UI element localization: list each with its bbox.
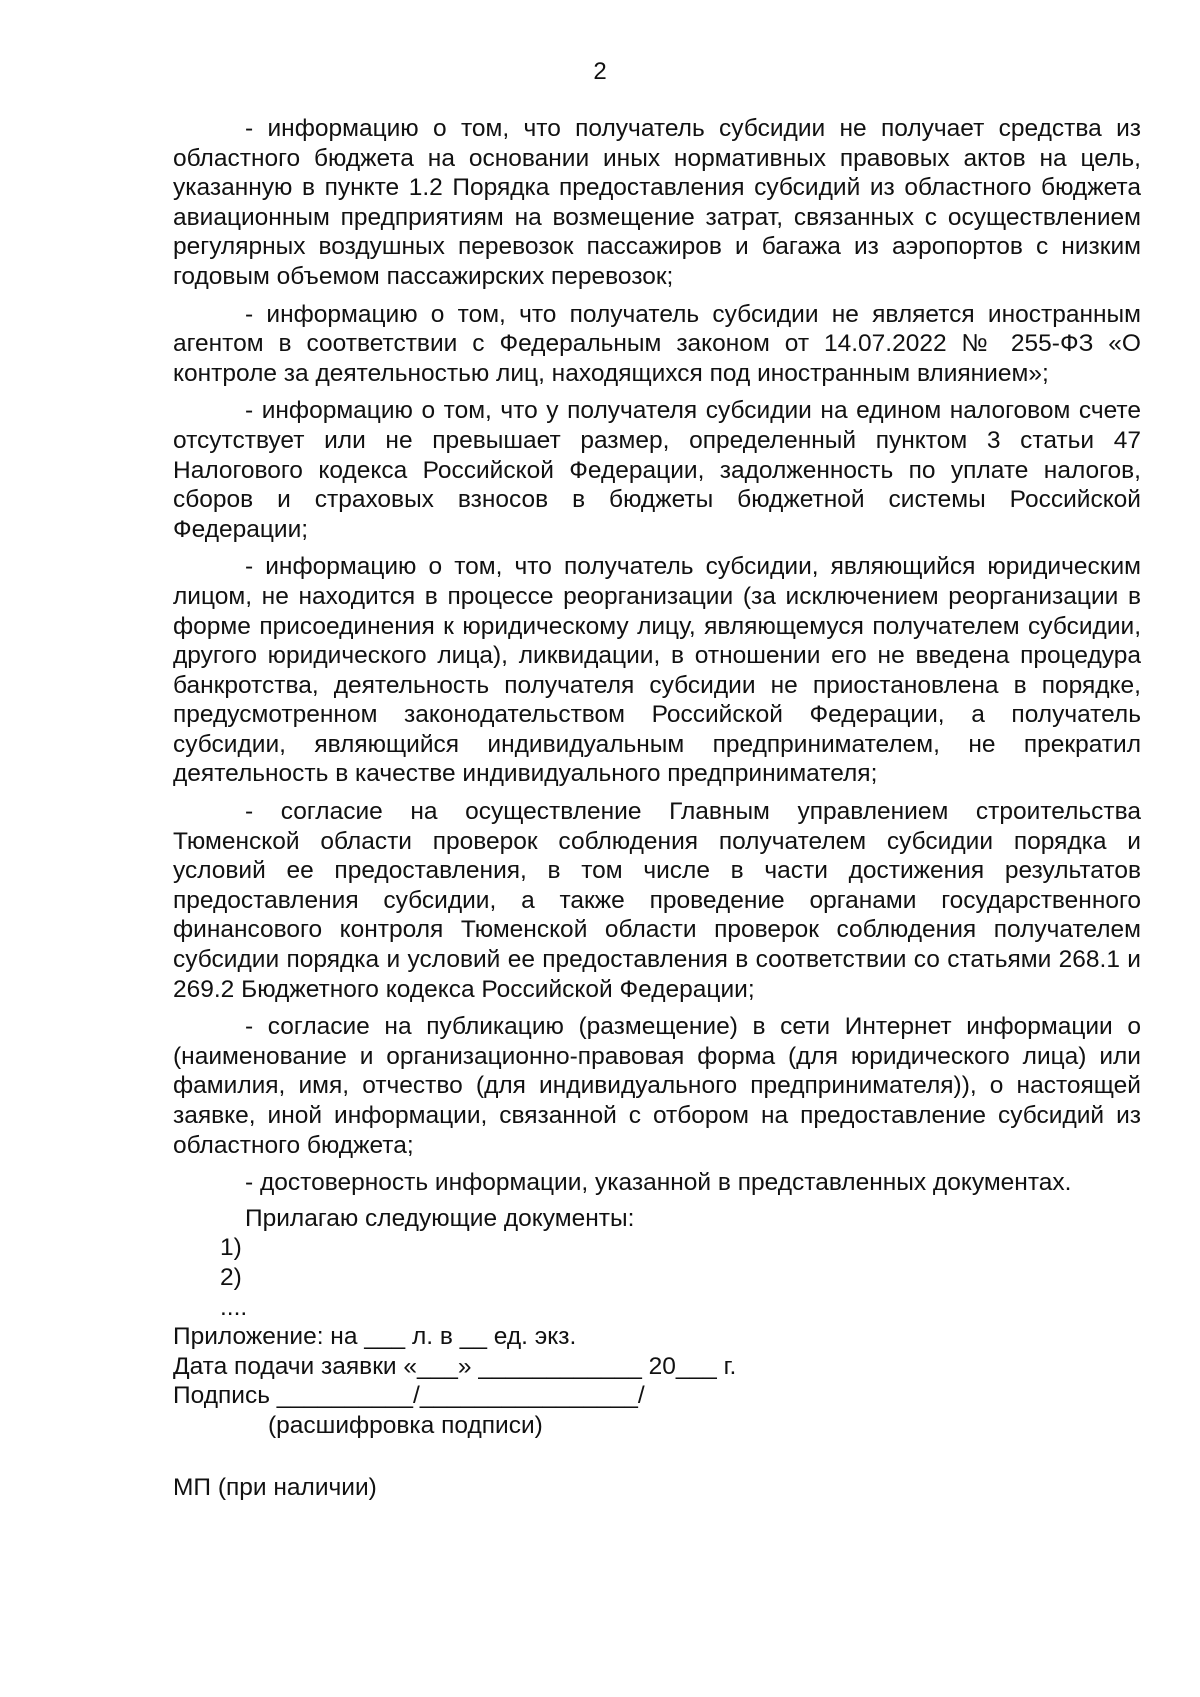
reliability-line: - достоверность информации, указанной в представленных документах. — [245, 1169, 1072, 1197]
paragraph-tax-debt: - информацию о том, что у получателя субсидии на едином налоговом счете отсутствует или не превышает размер, определенный пунктом 3 статьи 47 Налогового кодекса Российской Федерации, задолженность по уплате налогов, сборов и страховых взносов в бюджеты бюджетной системы Российской Федерации; — [173, 397, 1141, 543]
paragraph-no-funds: - информацию о том, что получатель субсидии не получает средства из областного бюджета на основании иных нормативных правовых актов на цель, указанную в пункте 1.2 Порядка предоставления субсидий из областного бюджета авиационным предприятиям на возмещение затрат, связанных с осуществлением регулярных воздушных перевозок пассажиров и багажа из аэропортов с низким годовым объемом пассажирских перевозок; — [173, 115, 1141, 290]
paragraph-publication-consent: - согласие на публикацию (размещение) в сети Интернет информации о (наименование и организационно-правовая форма (для юридического лица) или фамилия, имя, отчество (для индивидуального предпринимателя)), о настоящей заявке, иной информации, связанной с отбором на предоставление субсидий из областного бюджета; — [173, 1013, 1141, 1159]
signature-decode: (расшифровка подписи) — [268, 1411, 543, 1439]
submission-date-line: Дата подачи заявки «___» ____________ 20___ г. — [173, 1352, 737, 1380]
attachments-heading: Прилагаю следующие документы: — [245, 1204, 635, 1232]
attachment-item-1: 1) — [220, 1234, 242, 1262]
paragraph-reorganization: - информацию о том, что получатель субсидии, являющийся юридическим лицом, не находится в процессе реорганизации (за исключением реорганизации в форме присоединения к юридическому лицу, являющемуся получателем субсидии, другого юридического лица), ликвидации, в отношении его не введена процедура банкротства, деятельность получателя субсидии не приостановлена в порядке, предусмотренном законодательством Российской Федерации, а получатель субсидии, являющийся индивидуальным предпринимателем, не прекратил деятельность в качестве индивидуального предпринимателя; — [173, 553, 1141, 788]
attachment-item-2: 2) — [220, 1263, 242, 1291]
attachment-item-more: .... — [220, 1293, 248, 1321]
paragraph-foreign-agent: - информацию о том, что получатель субсидии не является иностранным агентом в соответствии с Федеральным законом от 14.07.2022 № 255-ФЗ «О контроле за деятельностью лиц, находящихся под иностранным влиянием»; — [173, 300, 1141, 387]
stamp-line: МП (при наличии) — [173, 1473, 377, 1501]
page-number: 2 — [593, 58, 607, 85]
appendix-line: Приложение: на ___ л. в __ ед. экз. — [173, 1323, 577, 1351]
signature-line: Подпись __________/________________/ — [173, 1382, 645, 1410]
document-body — [173, 114, 1141, 1502]
paragraph-audit-consent: - согласие на осуществление Главным управлением строительства Тюменской области проверок соблюдения получателем субсидии порядка и условий ее предоставления, в том числе в части достижения результатов предоставления субсидии, а также проведение органами государственного финансового контроля Тюменской области проверок соблюдения получателем субсидии порядка и условий ее предоставления в соответствии со статьями 268.1 и 269.2 Бюджетного кодекса Российской Федерации; — [173, 798, 1141, 1003]
